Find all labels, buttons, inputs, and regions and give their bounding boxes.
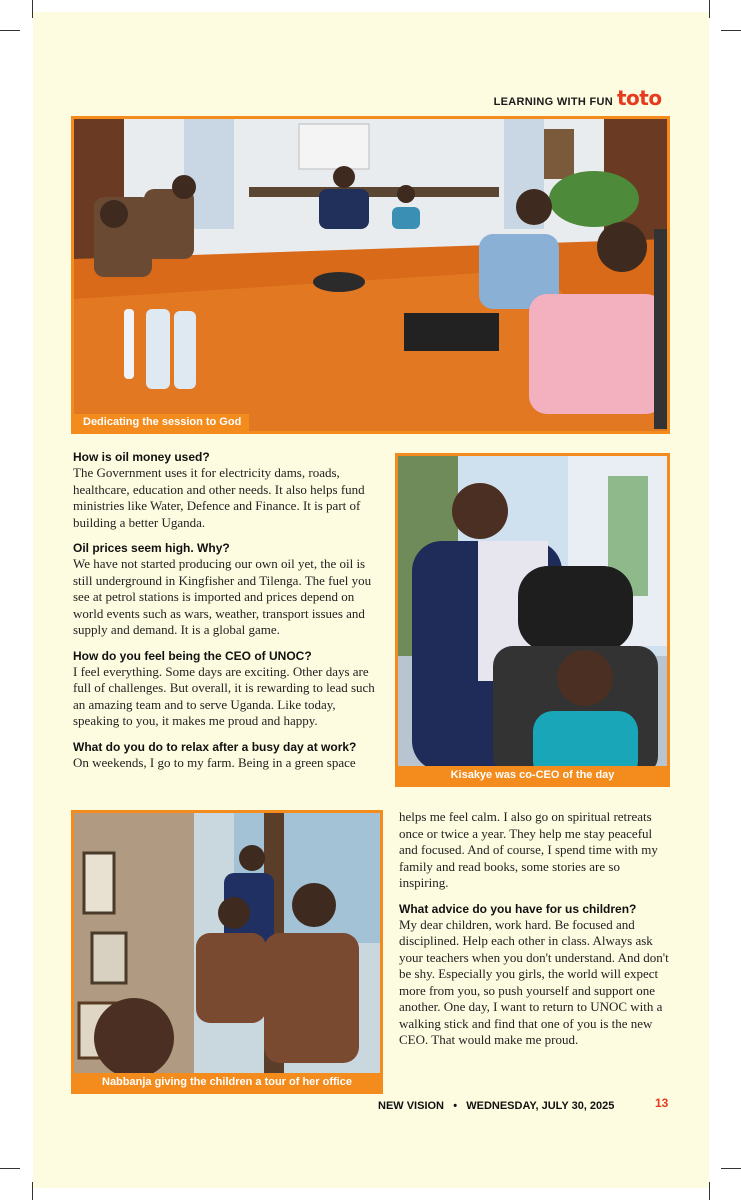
bottom-photo	[71, 810, 383, 1094]
question-heading: What do you do to relax after a busy day at work?	[73, 739, 357, 754]
crop-mark	[709, 1182, 710, 1200]
office-tour-illustration	[74, 813, 380, 1091]
crop-mark	[0, 1168, 20, 1169]
toto-logo: toto	[617, 86, 662, 110]
question-heading: What advice do you have for us children?	[399, 901, 637, 916]
answer-paragraph: We have not started producing our own oil yet, the oil is still underground in Kingfisher and Tilenga. The fuel you see at petrol stations is imported and prices depend on world events such as wars, weather, transport issues and supply and demand. It is a global game.	[73, 556, 372, 637]
footer	[378, 1100, 614, 1112]
crop-mark	[709, 0, 710, 18]
crop-mark	[32, 1182, 33, 1200]
left-column	[73, 450, 375, 781]
top-photo-caption: Dedicating the session to God	[74, 414, 249, 431]
answer-paragraph: The Government uses it for electricity dams, roads, healthcare, education and other needs. It also helps fund ministries like Water, Defence and Finance. It is part of building a better Uganda.	[73, 465, 365, 530]
answer-paragraph: I feel everything. Some days are exciting. Other days are full of challenges. But overall, it is rewarding to lead such an amazing team and to serve Uganda. Like today, speaking to you, it makes me proud and happy.	[73, 663, 375, 728]
answer-paragraph: My dear children, work hard. Be focused and disciplined. Help each other in class. Always ask your teachers when you don't understand. And don't be shy. Especially you girls, the world will expect more from you, so push yourself and support one another. One day, I want to return to UNOC with a walking stick and find that one of you is the new CEO. That would make me proud.	[399, 916, 669, 1047]
right-photo-caption: Kisakye was co-CEO of the day	[398, 766, 667, 784]
co-ceo-illustration	[398, 456, 667, 784]
meeting-room-illustration	[74, 119, 667, 431]
answer-paragraph: helps me feel calm. I also go on spiritual retreats once or twice a year. They help me stay peaceful and focused. And of course, I spend time with my family and read books, some stories are so inspiring.	[399, 809, 658, 890]
crop-mark	[721, 1168, 741, 1169]
crop-mark	[32, 0, 33, 18]
right-photo	[395, 453, 670, 787]
publication-date: WEDNESDAY, JULY 30, 2025	[466, 1100, 615, 1112]
answer-paragraph: On weekends, I go to my farm. Being in a green space	[73, 754, 356, 770]
section-label: LEARNING WITH FUN	[493, 96, 613, 108]
question-heading: Oil prices seem high. Why?	[73, 541, 230, 555]
footer-separator: •	[453, 1100, 458, 1112]
right-column	[399, 809, 669, 1059]
publication-name: NEW VISION	[378, 1100, 445, 1112]
page-number: 13	[655, 1096, 669, 1110]
top-photo	[71, 116, 670, 434]
crop-mark	[721, 30, 741, 31]
question-heading: How is oil money used?	[73, 450, 210, 464]
bottom-photo-caption: Nabbanja giving the children a tour of her office	[74, 1073, 380, 1091]
question-heading: How do you feel being the CEO of UNOC?	[73, 648, 312, 663]
crop-mark	[0, 30, 20, 31]
